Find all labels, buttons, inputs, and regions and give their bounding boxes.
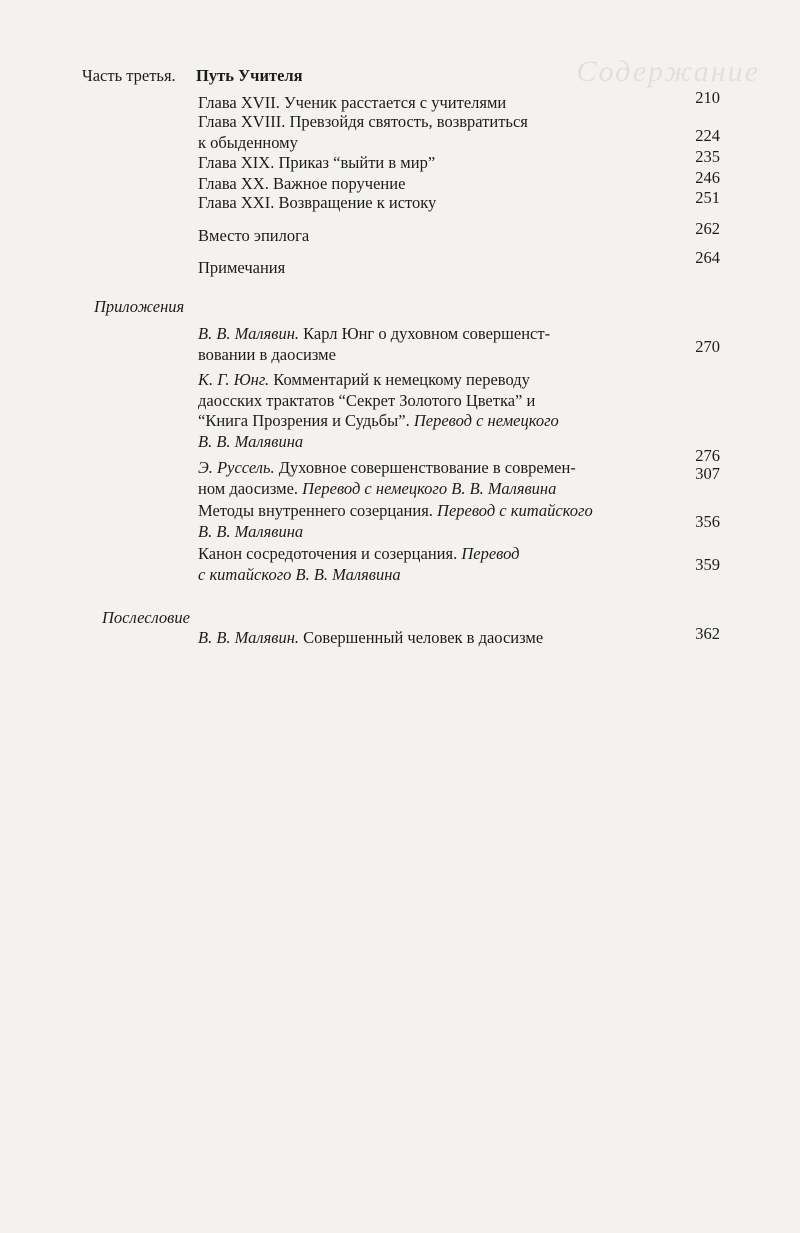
entry-title-line1: Методы внутреннего созерцания. [198, 501, 438, 520]
section-label-appendices: Приложения [94, 297, 185, 316]
entry-title-line3: “Книга Прозрения и Судьбы”. [198, 411, 414, 430]
toc-entry-appendix-4[interactable] [198, 501, 658, 542]
page-number: 307 [695, 464, 720, 483]
entry-translator-name: В. В. Малявина [198, 521, 304, 541]
entry-title: Глава XX. Важное поручение [198, 174, 406, 193]
entry-author: В. В. Малявин. [198, 628, 300, 647]
entry-translator-name: с китайского В. В. Малявина [198, 564, 401, 584]
entry-translator: Перевод с немецкого [413, 411, 559, 430]
entry-title-line2: к обыденному [198, 132, 298, 152]
toc-entry-ch19[interactable] [198, 153, 658, 174]
toc-entry-afterword[interactable] [198, 628, 658, 649]
page-number: 356 [695, 512, 720, 531]
page-number: 359 [695, 555, 720, 574]
part-label: Часть третья. [82, 66, 176, 85]
entry-title-line1: Карл Юнг о духовном совершенст- [299, 324, 551, 343]
page-number: 276 [695, 446, 720, 465]
entry-author: Э. Руссель. [198, 458, 275, 477]
part-title: Путь Учителя [196, 66, 303, 85]
entry-title: Вместо эпилога [198, 226, 310, 245]
entry-title: Примечания [198, 258, 286, 277]
page-number: 246 [695, 168, 720, 187]
entry-translator: Перевод с китайского [437, 501, 593, 520]
page-number: 262 [695, 219, 720, 238]
entry-author: В. В. Малявин. [198, 324, 300, 343]
section-label-afterword: Послесловие [102, 608, 190, 627]
entry-title-line1: Канон сосредоточения и созерцания. [198, 544, 462, 563]
entry-title: Совершенный человек в даосизме [299, 628, 544, 647]
entry-title-line2: ном даосизме. [198, 478, 303, 498]
bleed-through-title: Содержание [576, 55, 760, 88]
toc-entry-appendix-1[interactable] [198, 324, 658, 365]
toc-entry-ch17[interactable] [198, 93, 658, 114]
entry-title-line2: вовании в даосизме [198, 344, 336, 364]
toc-entry-ch20[interactable] [198, 174, 658, 195]
page-number: 210 [695, 88, 720, 107]
entry-title: Глава XXI. Возвращение к истоку [198, 193, 437, 212]
toc-entry-ch18[interactable] [198, 112, 658, 153]
toc-entry-notes[interactable] [198, 258, 658, 279]
entry-title-line2: даосских трактатов “Секрет Золотого Цветка” и [198, 390, 536, 410]
entry-title-line1: Духовное совершенствование в современ- [274, 458, 576, 477]
entry-translator-name: В. В. Малявина [198, 431, 304, 451]
entry-title-line1: Комментарий к немецкому переводу [269, 370, 530, 389]
page-number: 270 [695, 337, 720, 356]
entry-translator: Перевод [461, 544, 520, 563]
toc-entry-appendix-3[interactable] [198, 458, 658, 499]
toc-entry-appendix-5[interactable] [198, 544, 658, 585]
entry-title: Глава XVII. Ученик расстается с учителями [198, 93, 507, 112]
entry-title-line1: Глава XVIII. Превзойдя святость, возвратиться [198, 112, 528, 131]
entry-title: Глава XIX. Приказ “выйти в мир” [198, 153, 436, 172]
entry-translator: Перевод с немецкого В. В. Малявина [302, 478, 557, 498]
toc-entry-epilogue[interactable] [198, 226, 658, 247]
toc-entry-appendix-2[interactable] [198, 370, 658, 452]
page-number: 362 [695, 624, 720, 643]
toc-entry-ch21[interactable] [198, 193, 658, 214]
page-number: 264 [695, 248, 720, 267]
entry-author: К. Г. Юнг. [198, 370, 270, 389]
page-number: 235 [695, 147, 720, 166]
page-number: 251 [695, 188, 720, 207]
page-number: 224 [695, 126, 720, 145]
